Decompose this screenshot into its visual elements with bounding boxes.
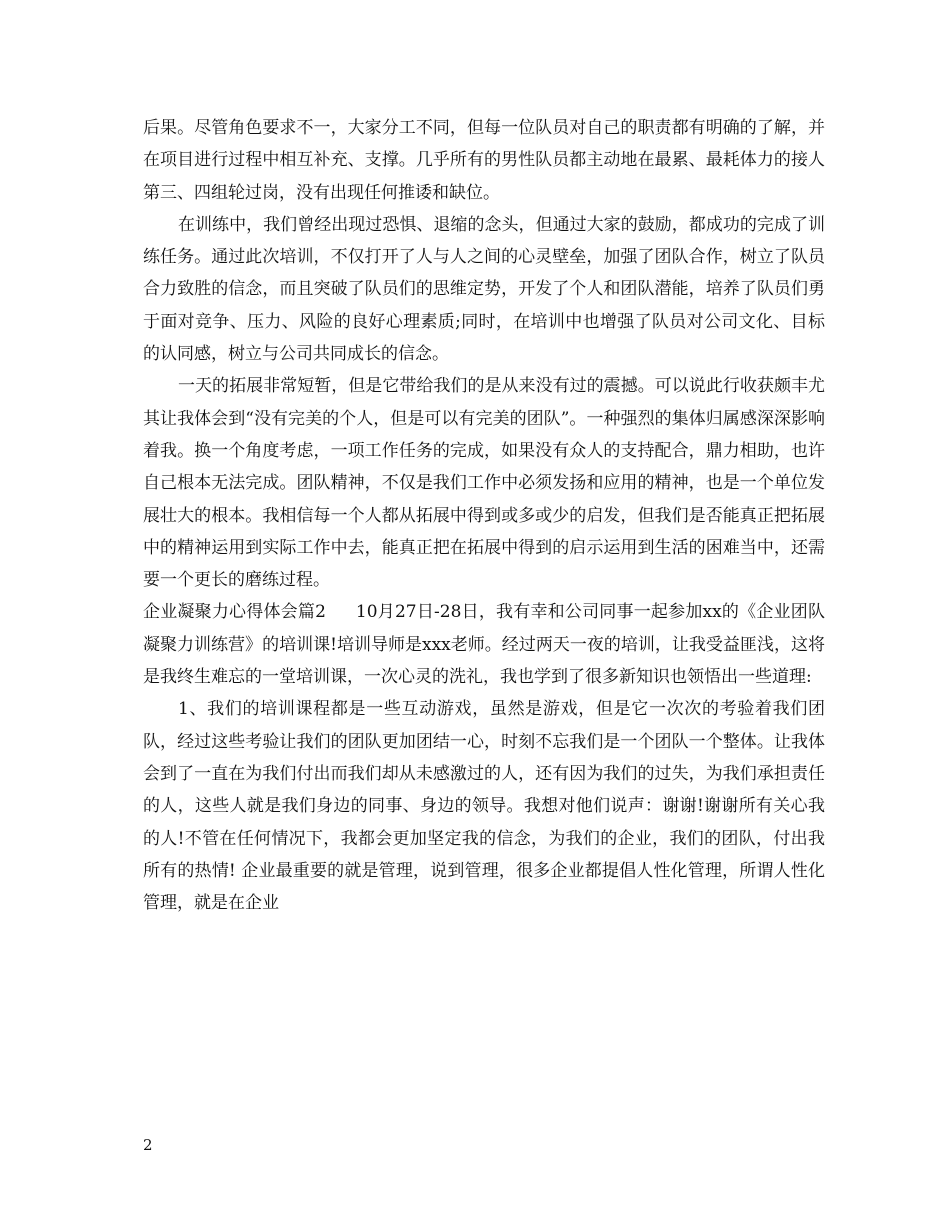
paragraph-point-1: 1、我们的培训课程都是一些互动游戏，虽然是游戏，但是它一次次的考验着我们团队，经过这些考验让我们的团队更加团结一心，时刻不忘我们是一个团队一个整体。让我体会到了一直在为我们付出而我们却从未感激过的人，还有因为我们的过失，为我们承担责任的人，这些人就是我们身边的同事、身边的领导。我想对他们说声：谢谢!谢谢所有关心我的人!不管在任何情况下，我都会更加坚定我的信念，为我们的企业，我们的团队，付出我所有的热情! 企业最重要的就是管理，说到管理，很多企业都提倡人性化管理，所谓人性化管理，就是在企业 bbox=[143, 699, 825, 914]
paragraph-continuation: 后果。尽管角色要求不一，大家分工不同，但每一位队员对自己的职责都有明确的了解，并在项目进行过程中相互补充、支撑。几乎所有的男性队员都主动地在最累、最耗体力的接人第三、四组轮过岗，没有出现任何推诿和缺位。 bbox=[143, 118, 825, 203]
section-title: 企业凝聚力心得体会篇2 bbox=[143, 602, 326, 623]
document-body bbox=[143, 112, 825, 919]
section-heading-line bbox=[143, 596, 825, 693]
paragraph-reflection: 一天的拓展非常短暂，但是它带给我们的是从来没有过的震撼。可以说此行收获颇丰尤其让我体会到“没有完美的个人，但是可以有完美的团队”。一种强烈的集体归属感深深影响着我。换一个角度考虑，一项工作任务的完成，如果没有众人的支持配合，鼎力相助，也许自己根本无法完成。团队精神，不仅是我们工作中必须发扬和应用的精神，也是一个单位发展壮大的根本。我相信每一个人都从拓展中得到或多或少的启发，但我们是否能真正把拓展中的精神运用到实际工作中去，能真正把在拓展中得到的启示运用到生活的困难当中，还需要一个更长的磨练过程。 bbox=[143, 376, 825, 591]
paragraph-training: 在训练中，我们曾经出现过恐惧、退缩的念头，但通过大家的鼓励，都成功的完成了训练任务。通过此次培训，不仅打开了人与人之间的心灵壁垒，加强了团队合作，树立了队员合力致胜的信念，而且突破了队员们的思维定势，开发了个人和团队潜能，培养了队员们勇于面对竞争、压力、风险的良好心理素质;同时，在培训中也增强了队员对公司文化、目标的认同感，树立与公司共同成长的信念。 bbox=[143, 214, 825, 365]
page-number: 2 bbox=[143, 1136, 153, 1154]
section-intro: 10月27日-28日，我有幸和公司同事一起参加xx的《企业团队凝聚力训练营》的培训课!培训导师是xxx老师。经过两天一夜的培训，让我受益匪浅，这将是我终生难忘的一堂培训课，一次心灵的洗礼，我也学到了很多新知识也领悟出一些道理: bbox=[143, 602, 825, 688]
